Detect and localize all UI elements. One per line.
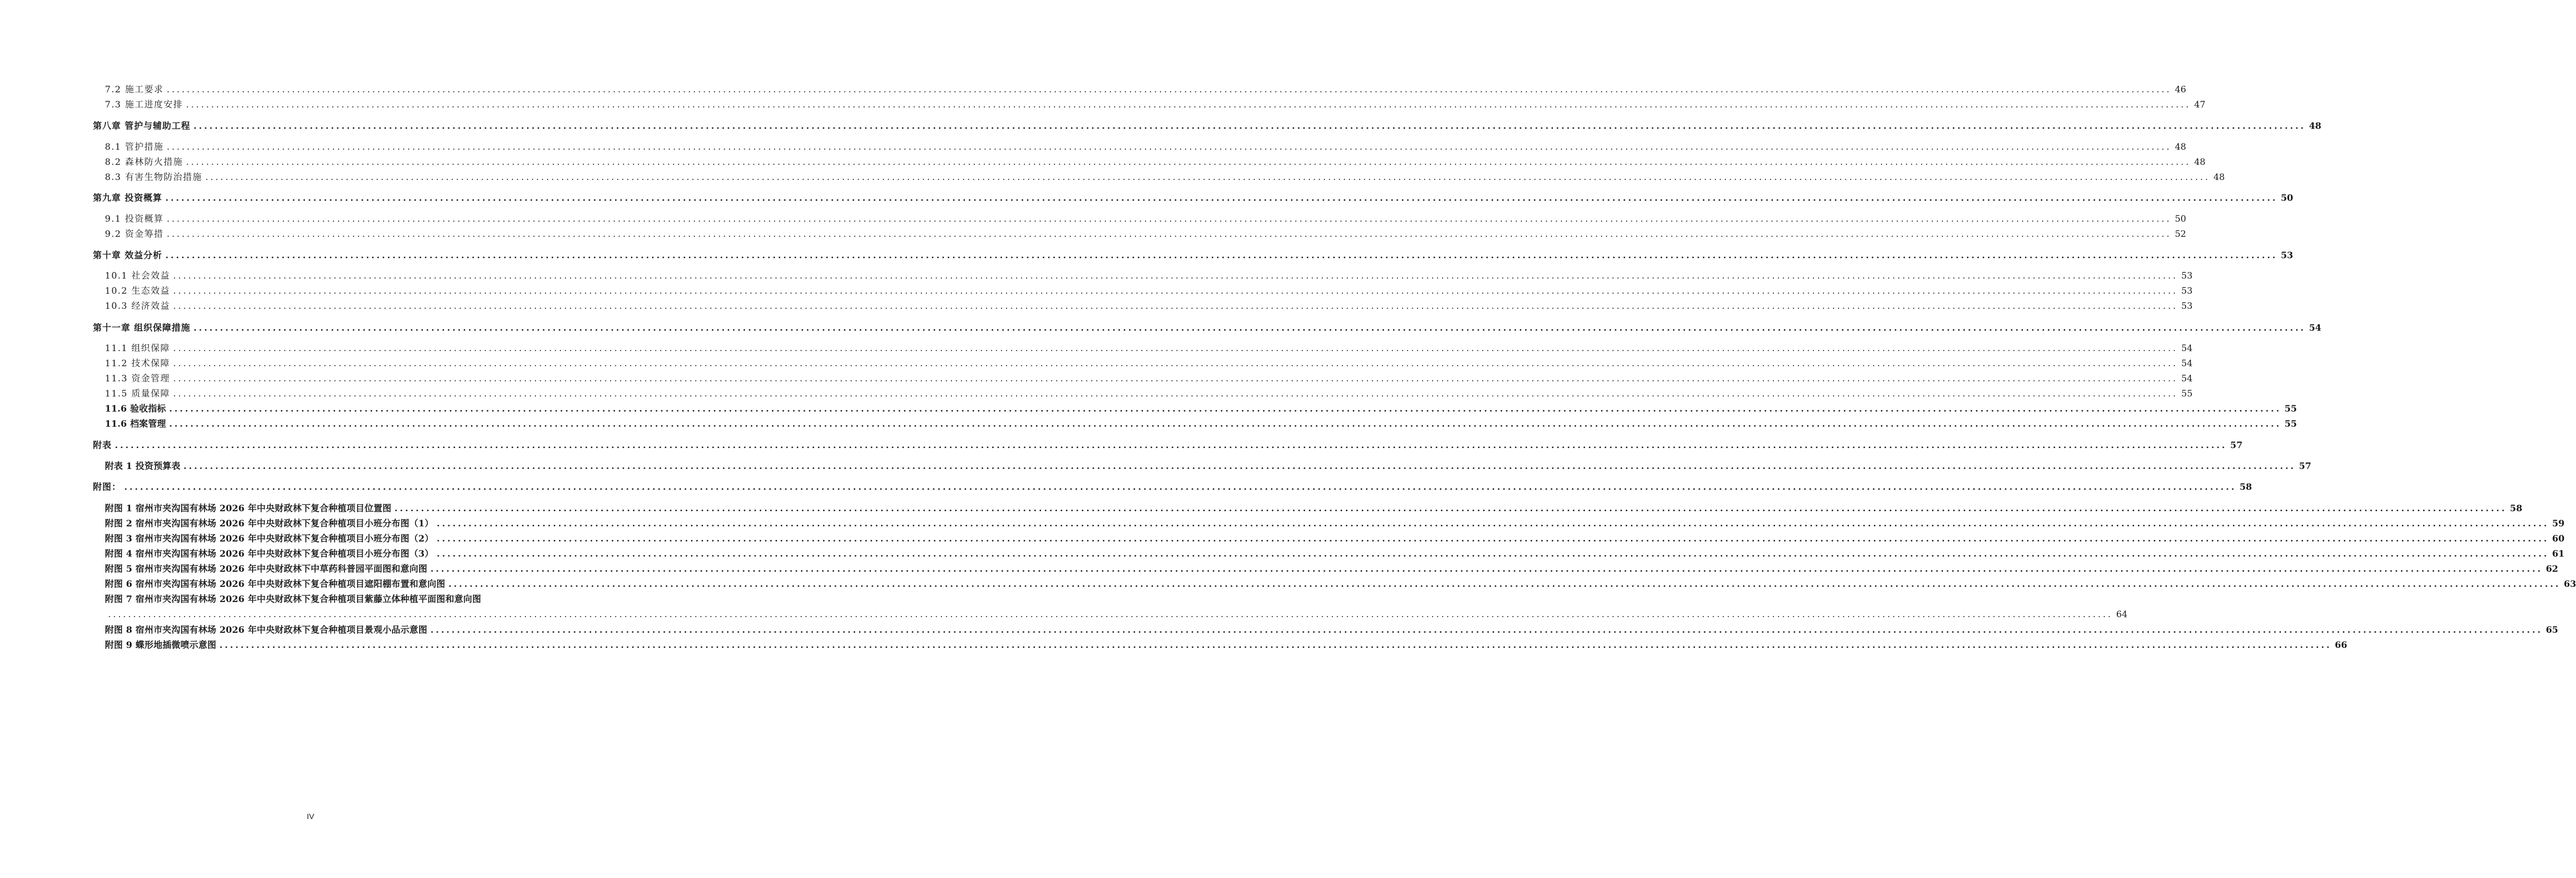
toc-page-number: 59: [2552, 519, 2565, 529]
toc-section-entry[interactable]: [105, 171, 2225, 184]
toc-section-entry[interactable]: [105, 518, 2565, 530]
toc-entry-label: 第八章 管护与辅助工程: [93, 121, 190, 131]
toc-chapter-entry[interactable]: [93, 249, 2293, 262]
toc-dot-leader: ................................................................................................................................................................................................................................................................................................................................................................................................................: [395, 503, 2507, 514]
toc-page-number: 54: [2309, 323, 2321, 333]
toc-page-number: 66: [2334, 640, 2347, 651]
toc-dot-leader: ................................................................................................................................................................................................................................................................................................................................................................................................................: [448, 579, 2561, 590]
toc-page-number: 53: [2181, 271, 2193, 281]
toc-chapter-entry[interactable]: [93, 481, 2252, 494]
toc-page-number: 55: [2284, 419, 2297, 429]
toc-page-number: 55: [2284, 404, 2297, 414]
toc-dot-leader: ................................................................................................................................................................................................................................................................................................................................................................................................................: [169, 404, 2282, 414]
toc-section-entry[interactable]: [105, 548, 2565, 560]
toc-page-number: 54: [2181, 358, 2193, 369]
page-number: IV: [306, 812, 315, 821]
toc-page-number: 48: [2194, 157, 2205, 167]
toc-section-entry[interactable]: [105, 624, 2558, 636]
toc-section-entry[interactable]: [105, 578, 2576, 591]
toc-section-entry[interactable]: [105, 502, 2523, 515]
toc-section-entry[interactable]: [105, 593, 536, 606]
toc-page-number: 46: [2175, 85, 2186, 95]
toc-section-entry[interactable]: [105, 270, 2193, 282]
toc-entry-label: 10.2 生态效益: [105, 286, 170, 296]
toc-section-entry[interactable]: [105, 83, 2186, 96]
toc-entry-label: 7.3 施工进度安排: [105, 100, 183, 110]
toc-dot-leader: ................................................................................................................................................................................................................................................................................................................................................................................................................: [108, 609, 2113, 620]
toc-section-entry[interactable]: [105, 342, 2193, 355]
toc-section-entry[interactable]: [105, 372, 2193, 385]
toc-page-number: 50: [2281, 193, 2293, 203]
toc-dot-leader: ................................................................................................................................................................................................................................................................................................................................................................................................................: [166, 142, 2172, 152]
toc-entry-label: 第十一章 组织保障措施: [93, 323, 190, 333]
toc-dot-leader: ................................................................................................................................................................................................................................................................................................................................................................................................................: [436, 534, 2549, 544]
toc-page-number: 65: [2546, 625, 2558, 635]
toc-page-number: 54: [2181, 374, 2193, 384]
toc-entry-label: 11.2 技术保障: [105, 358, 170, 369]
toc-section-entry[interactable]: [105, 563, 2558, 575]
toc-entry-label: 第九章 投资概算: [93, 193, 162, 203]
toc-dot-leader: ................................................................................................................................................................................................................................................................................................................................................................................................................: [205, 172, 2210, 183]
toc-entry-label: 附图 6 宿州市夹沟国有林场 2026 年中央财政林下复合种植项目遮阳棚布置和意向图: [105, 579, 446, 590]
toc-section-entry[interactable]: [105, 533, 2565, 545]
toc-dot-leader: ................................................................................................................................................................................................................................................................................................................................................................................................................: [165, 193, 2278, 203]
toc-page-number: 50: [2175, 214, 2186, 224]
toc-page-number: 47: [2194, 100, 2205, 110]
toc-entry-label: 9.2 资金筹措: [105, 229, 164, 239]
toc-page-number: 61: [2552, 549, 2565, 559]
toc-section-entry[interactable]: [105, 228, 2186, 240]
toc-entry-label: 第十章 效益分析: [93, 250, 162, 261]
toc-entry-label: 附图 8 宿州市夹沟国有林场 2026 年中央财政林下复合种植项目景观小品示意图: [105, 625, 427, 635]
toc-page-number: 64: [2116, 609, 2128, 620]
toc-section-entry[interactable]: [105, 99, 2205, 111]
toc-dot-leader: ................................................................................................................................................................................................................................................................................................................................................................................................................: [186, 157, 2191, 167]
toc-section-entry[interactable]: [105, 357, 2193, 370]
toc-dot-leader: ................................................................................................................................................................................................................................................................................................................................................................................................................: [165, 250, 2278, 261]
toc-dot-leader: ................................................................................................................................................................................................................................................................................................................................................................................................................: [173, 343, 2178, 354]
toc-entry-label: 8.2 森林防火措施: [105, 157, 183, 167]
toc-page-number: 54: [2181, 343, 2193, 354]
toc-entry-label: 附图 1 宿州市夹沟国有林场 2026 年中央财政林下复合种植项目位置图: [105, 503, 392, 514]
toc-page-number: 53: [2281, 250, 2293, 261]
toc-dot-leader: ................................................................................................................................................................................................................................................................................................................................................................................................................: [219, 640, 2332, 651]
toc-dot-leader: ................................................................................................................................................................................................................................................................................................................................................................................................................: [173, 374, 2178, 384]
toc-dot-leader: ................................................................................................................................................................................................................................................................................................................................................................................................................: [169, 419, 2282, 429]
toc-dot-leader: ................................................................................................................................................................................................................................................................................................................................................................................................................: [193, 323, 2306, 333]
toc-section-entry[interactable]: [105, 460, 2311, 473]
toc-chapter-entry[interactable]: [93, 120, 2321, 133]
toc-dot-leader: ................................................................................................................................................................................................................................................................................................................................................................................................................: [173, 358, 2178, 369]
toc-dot-leader: ................................................................................................................................................................................................................................................................................................................................................................................................................: [173, 389, 2178, 399]
toc-entry-label: 11.3 资金管理: [105, 374, 170, 384]
toc-page-number: 48: [2309, 121, 2321, 131]
toc-dot-leader: ................................................................................................................................................................................................................................................................................................................................................................................................................: [166, 85, 2172, 95]
toc-entry-label: 10.3 经济效益: [105, 301, 170, 311]
toc-entry-label: 10.1 社会效益: [105, 271, 170, 281]
toc-entry-label: 附图 9 蝶形地插微喷示意图: [105, 640, 217, 651]
toc-section-entry[interactable]: [105, 608, 2128, 621]
toc-page-number: 52: [2175, 229, 2186, 239]
toc-section-entry[interactable]: [105, 213, 2186, 225]
toc-page-number: 63: [2563, 579, 2576, 590]
toc-dot-leader: ................................................................................................................................................................................................................................................................................................................................................................................................................: [186, 100, 2191, 110]
toc-page-number: 58: [2239, 482, 2252, 492]
toc-dot-leader: ................................................................................................................................................................................................................................................................................................................................................................................................................: [430, 564, 2543, 574]
toc-entry-label: 附表: [93, 440, 112, 451]
toc-dot-leader: ................................................................................................................................................................................................................................................................................................................................................................................................................: [173, 301, 2178, 311]
toc-entry-label: 11.6 验收指标: [105, 404, 166, 414]
toc-dot-leader: ................................................................................................................................................................................................................................................................................................................................................................................................................: [115, 440, 2227, 451]
toc-page-number: 62: [2546, 564, 2558, 574]
toc-entry-label: 附图 7 宿州市夹沟国有林场 2026 年中央财政林下复合种植项目紫藤立体种植平面图和意向图: [105, 594, 482, 605]
toc-entry-label: 11.1 组织保障: [105, 343, 170, 354]
toc-entry-label: 11.5 质量保障: [105, 389, 170, 399]
toc-page-number: 55: [2181, 389, 2193, 399]
toc-page-number: 58: [2510, 503, 2523, 514]
toc-entry-label: 附图 2 宿州市夹沟国有林场 2026 年中央财政林下复合种植项目小班分布图（1）: [105, 519, 434, 529]
toc-entry-label: 附图 3 宿州市夹沟国有林场 2026 年中央财政林下复合种植项目小班分布图（2）: [105, 534, 434, 544]
toc-entry-label: 附表 1 投资预算表: [105, 461, 181, 472]
toc-section-entry[interactable]: [105, 141, 2186, 153]
toc-entry-label: 8.1 管护措施: [105, 142, 164, 152]
toc-page-number: 48: [2213, 172, 2225, 183]
toc-dot-leader: ................................................................................................................................................................................................................................................................................................................................................................................................................: [166, 214, 2172, 224]
toc-dot-leader: ................................................................................................................................................................................................................................................................................................................................................................................................................: [436, 519, 2549, 529]
toc-dot-leader: ................................................................................................................................................................................................................................................................................................................................................................................................................: [436, 549, 2549, 559]
toc-page-number: 57: [2299, 461, 2311, 472]
toc-dot-leader: ................................................................................................................................................................................................................................................................................................................................................................................................................: [430, 625, 2543, 635]
toc-entry-label: 11.6 档案管理: [105, 419, 166, 429]
toc-section-entry[interactable]: [105, 388, 2193, 400]
toc-dot-leader: ................................................................................................................................................................................................................................................................................................................................................................................................................: [173, 271, 2178, 281]
toc-dot-leader: ................................................................................................................................................................................................................................................................................................................................................................................................................: [173, 286, 2178, 296]
toc-entry-label: 7.2 施工要求: [105, 85, 164, 95]
toc-section-entry[interactable]: [105, 156, 2205, 169]
toc-section-entry[interactable]: [105, 403, 2297, 415]
toc-entry-label: 附图 5 宿州市夹沟国有林场 2026 年中央财政林下中草药科普园平面图和意向图: [105, 564, 427, 574]
toc-dot-leader: ................................................................................................................................................................................................................................................................................................................................................................................................................: [183, 461, 2296, 472]
toc-chapter-entry[interactable]: [93, 192, 2293, 205]
toc-dot-leader: ................................................................................................................................................................................................................................................................................................................................................................................................................: [166, 229, 2172, 239]
toc-page-number: 53: [2181, 301, 2193, 311]
toc-dot-leader: ................................................................................................................................................................................................................................................................................................................................................................................................................: [193, 121, 2306, 131]
toc-page-number: 57: [2230, 440, 2243, 451]
toc-entry-label: 附图：: [93, 482, 121, 492]
toc-entry-label: 9.1 投资概算: [105, 214, 164, 224]
toc-page-number: 48: [2175, 142, 2186, 152]
toc-chapter-entry[interactable]: [93, 322, 2321, 334]
toc-dot-leader: ................................................................................................................................................................................................................................................................................................................................................................................................................: [124, 482, 2237, 492]
toc-section-entry[interactable]: [105, 285, 2193, 297]
toc-section-entry[interactable]: [105, 300, 2193, 312]
toc-section-entry[interactable]: [105, 639, 2347, 652]
toc-entry-label: 附图 4 宿州市夹沟国有林场 2026 年中央财政林下复合种植项目小班分布图（3）: [105, 549, 434, 559]
toc-entry-label: 8.3 有害生物防治措施: [105, 172, 202, 183]
toc-page-number: 60: [2552, 534, 2565, 544]
toc-page-number: 53: [2181, 286, 2193, 296]
toc-chapter-entry[interactable]: [93, 439, 2243, 452]
toc-section-entry[interactable]: [105, 418, 2297, 430]
